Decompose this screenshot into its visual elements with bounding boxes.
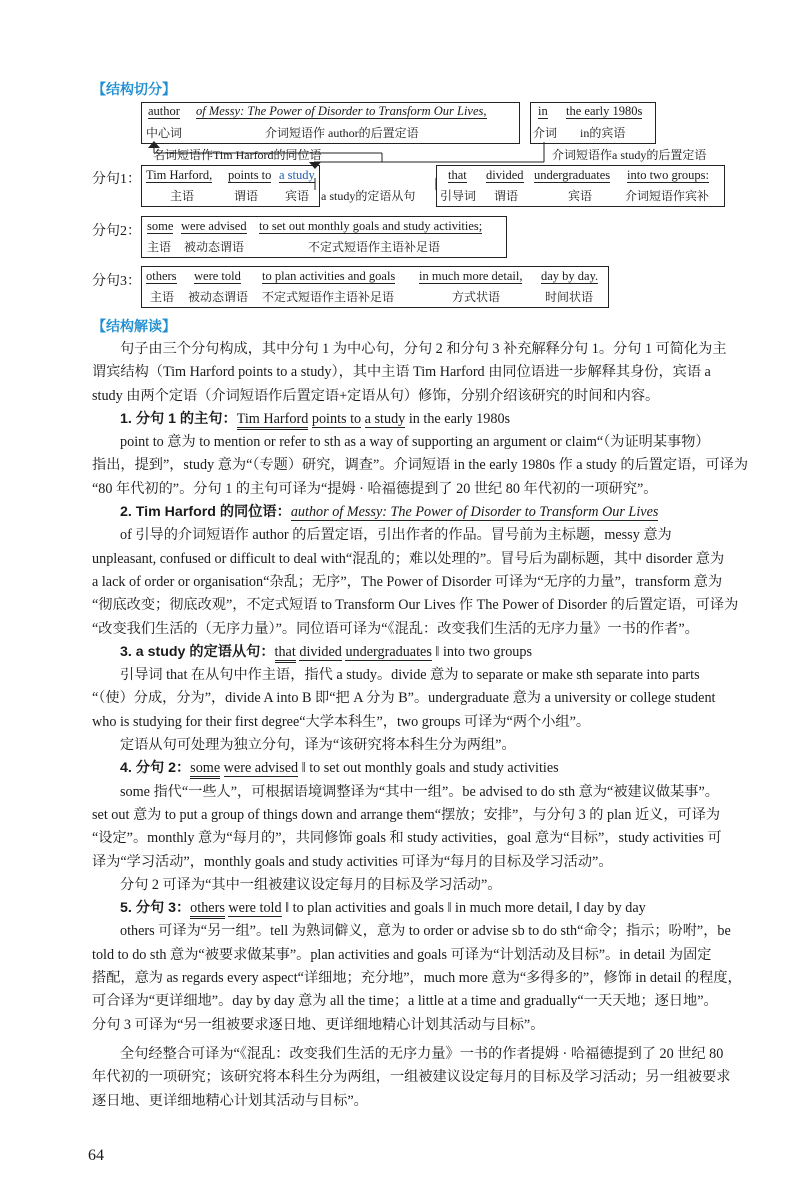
s3-toplan: to plan activities and goals: [262, 269, 396, 283]
text-line: 指出，提到”，study 意为“（专题）研究，调查”。介词短语 in the early 1980s 作 a study 的后置定语，可译为: [92, 457, 749, 474]
s3-pass-label: 被动态谓语: [188, 290, 249, 304]
diagram-prep-note: 介词短语作 author的后置定语: [265, 126, 419, 140]
text-line: unpleasant, confused or difficult to deal with“混乱的；难以处理的”。冒号后为副标题，其中 disorder 意为: [92, 550, 725, 567]
diagram-obj-label: in的宾语: [580, 126, 626, 140]
diagram-of-messy: of Messy: The Power of Disorder to Transform Our Lives,: [196, 104, 487, 118]
text-line: 分句 2 可译为“其中一组被建议设定每月的目标及学习活动”。: [120, 876, 502, 893]
heading-2: 2. Tim Harford 的同位语：author of Messy: The Power of Disorder to Transform Our Lives: [120, 504, 659, 521]
page-number: 64: [88, 1147, 104, 1164]
s3-time-label: 时间状语: [545, 290, 594, 304]
heading-1: 1. 分句 1 的主句：Tim Harford points to a study in the early 1980s: [92, 408, 782, 431]
section-title-structure: 【结构切分】: [92, 82, 176, 98]
diagram-in: in: [538, 104, 548, 118]
s2-some: some: [147, 219, 174, 233]
analysis-body: [92, 338, 782, 1113]
heading-5: 5. 分句 3：others were told ‖ to plan activities and goals ‖ in much more detail, ‖ day by day: [92, 897, 782, 920]
diagram-author: author: [148, 104, 180, 118]
s3-subj-label: 主语: [150, 290, 175, 304]
section-title-analysis: 【结构解读】: [92, 319, 176, 335]
text-line: “（使）分成，分为”，divide A into B 即“把 A 分为 B”。undergraduate 意为 a university or college student: [92, 690, 716, 707]
text-line: point to 意为 to mention or refer to sth as a way of supporting an argument or claim“（为证明某事物）: [120, 434, 710, 451]
text-line: of 引导的介词短语作 author 的后置定语，引出作者的作品。冒号前为主标题，messy 意为: [120, 527, 672, 544]
text-line: 译为“学习活动”，monthly goals and study activities 可译为“每月的目标及学习活动”。: [92, 853, 613, 870]
s1-points: points to: [228, 168, 272, 182]
clause3-label: 分句3：: [92, 274, 141, 289]
s2-inf-label: 不定式短语作主语补足语: [308, 240, 441, 254]
s1-subj-label: 主语: [170, 189, 195, 203]
text-line: 句子由三个分句构成，其中分句 1 为中心句，分句 2 和分句 3 补充解释分句 1。分句 1 可简化为主: [120, 341, 727, 357]
s1-divided: divided: [486, 168, 524, 182]
s1-rel-note: a study的定语从句: [321, 189, 416, 203]
diagram-early: the early 1980s: [566, 104, 643, 118]
s1-tim: Tim Harford,: [146, 168, 213, 182]
heading-4: 4. 分句 2：some were advised ‖ to set out monthly goals and study activities: [92, 757, 782, 780]
s1-pred-label: 谓语: [234, 189, 259, 203]
s1-obj-label: 宾语: [285, 189, 310, 203]
text-line: 搭配，意为 as regards every aspect“详细地；充分地”，much more 意为“多得多的”，修饰 in detail 的程度，: [92, 970, 742, 987]
diagram-prep-label: 介词: [533, 126, 558, 140]
text-line: 年代初的一项研究；该研究将本科生分为两组，一组被建议设定每月的目标及学习活动；另一组被要求: [92, 1069, 731, 1086]
text-line: a lack of order or organisation“杂乱；无序”，The Power of Disorder 可译为“无序的力量”，transform 意为: [92, 573, 723, 590]
text-line: 全句经整合可译为“《混乱：改变我们生活的无序力量》一书的作者提姆 · 哈福德提到了 20 世纪 80: [120, 1045, 724, 1062]
s3-inf-label: 不定式短语作主语补足语: [262, 290, 395, 304]
diagram-appos-note: 名词短语作Tim Harford的同位语: [153, 148, 322, 162]
s1-undergraduates: undergraduates: [534, 168, 611, 182]
s3-others: others: [146, 269, 177, 283]
text-line: study 由两个定语（介词短语作后置定语+定语从句）修饰，分别介绍该研究的时间和内容。: [92, 387, 660, 404]
text-line: others 可译为“另一组”。tell 为熟词僻义，意为 to order or advise sb to do sth“命令；指示；吩咐”，be: [120, 923, 731, 940]
text-line: “改变我们生活的（无序力量）”。同位语可译为“《混乱：改变我们生活的无序力量》一书的作者”。: [92, 620, 699, 637]
text-line: 定语从句可处理为独立分句，译为“该研究将本科生分为两组”。: [120, 737, 516, 754]
s1-astudy: a study: [279, 168, 315, 182]
text-line: “设定”。monthly 意为“每月的”，共同修饰 goals 和 study activities，goal 意为“目标”，study activities 可: [92, 830, 722, 847]
s1-that: that: [448, 168, 467, 182]
heading-3: 3. a study 的定语从句：that divided undergraduates ‖ into two groups: [92, 641, 782, 664]
text-line: set out 意为 to put a group of things down and arrange them“摆放；安排”，与分句 3 的 plan 近义，可译为: [92, 806, 721, 823]
text-line: told to do sth 意为“被要求做某事”。plan activities and goals 可译为“计划活动及目标”。in detail 为固定: [92, 946, 712, 963]
s1-groups: into two groups:: [627, 168, 709, 182]
text-line: 引导词 that 在从句中作主语，指代 a study。divide 意为 to separate or make sth separate into parts: [120, 667, 700, 684]
text-line: some 指代“一些人”，可根据语境调整译为“其中一组”。be advised to do sth 意为“被建议做某事”。: [120, 783, 719, 800]
text-line: 分句 3 可译为“另一组被要求逐日地、更详细地精心计划其活动与目标”。: [92, 1016, 545, 1033]
s3-told: were told: [194, 269, 241, 283]
s3-manner-label: 方式状语: [452, 290, 501, 304]
s1-pred2-label: 谓语: [494, 189, 519, 203]
s1-obj2-label: 宾语: [568, 189, 593, 203]
diagram-head-label: 中心词: [146, 126, 183, 140]
s1-comp-label: 介词短语作宾补: [625, 189, 710, 203]
text-line: 谓宾结构（Tim Harford points to a study），其中主语 Tim Harford 由同位语进一步解释其身份，宾语 a: [92, 364, 711, 381]
clause2-label: 分句2：: [92, 224, 141, 239]
s2-subj-label: 主语: [147, 240, 172, 254]
text-line: 可合译为“更详细地”。day by day 意为 all the time；a little at a time and gradually“一天天地；逐日地”。: [92, 993, 718, 1010]
clause1-label: 分句1：: [92, 172, 141, 187]
text-line: 逐日地、更详细地精心计划其活动与目标”。: [92, 1092, 368, 1109]
text-line: “80 年代初的”。分句 1 的主句可译为“提姆 · 哈福德提到了 20 世纪 80 年代初的一项研究”。: [92, 480, 658, 497]
s2-were: were advised: [181, 219, 247, 233]
s3-inmuch: in much more detail,: [419, 269, 523, 283]
s1-guide-label: 引导词: [440, 189, 477, 203]
diagram-prep-note2: 介词短语作a study的后置定语: [552, 148, 707, 162]
s2-pass-label: 被动态谓语: [184, 240, 245, 254]
text-line: “彻底改变；彻底改观”，不定式短语 to Transform Our Lives 作 The Power of Disorder 的后置定语，可译为: [92, 597, 739, 614]
text-line: who is studying for their first degree“大学本科生”，two groups 可译为“两个小组”。: [92, 713, 591, 730]
s2-toset: to set out monthly goals and study activities;: [259, 219, 483, 233]
s3-day: day by day.: [541, 269, 599, 283]
